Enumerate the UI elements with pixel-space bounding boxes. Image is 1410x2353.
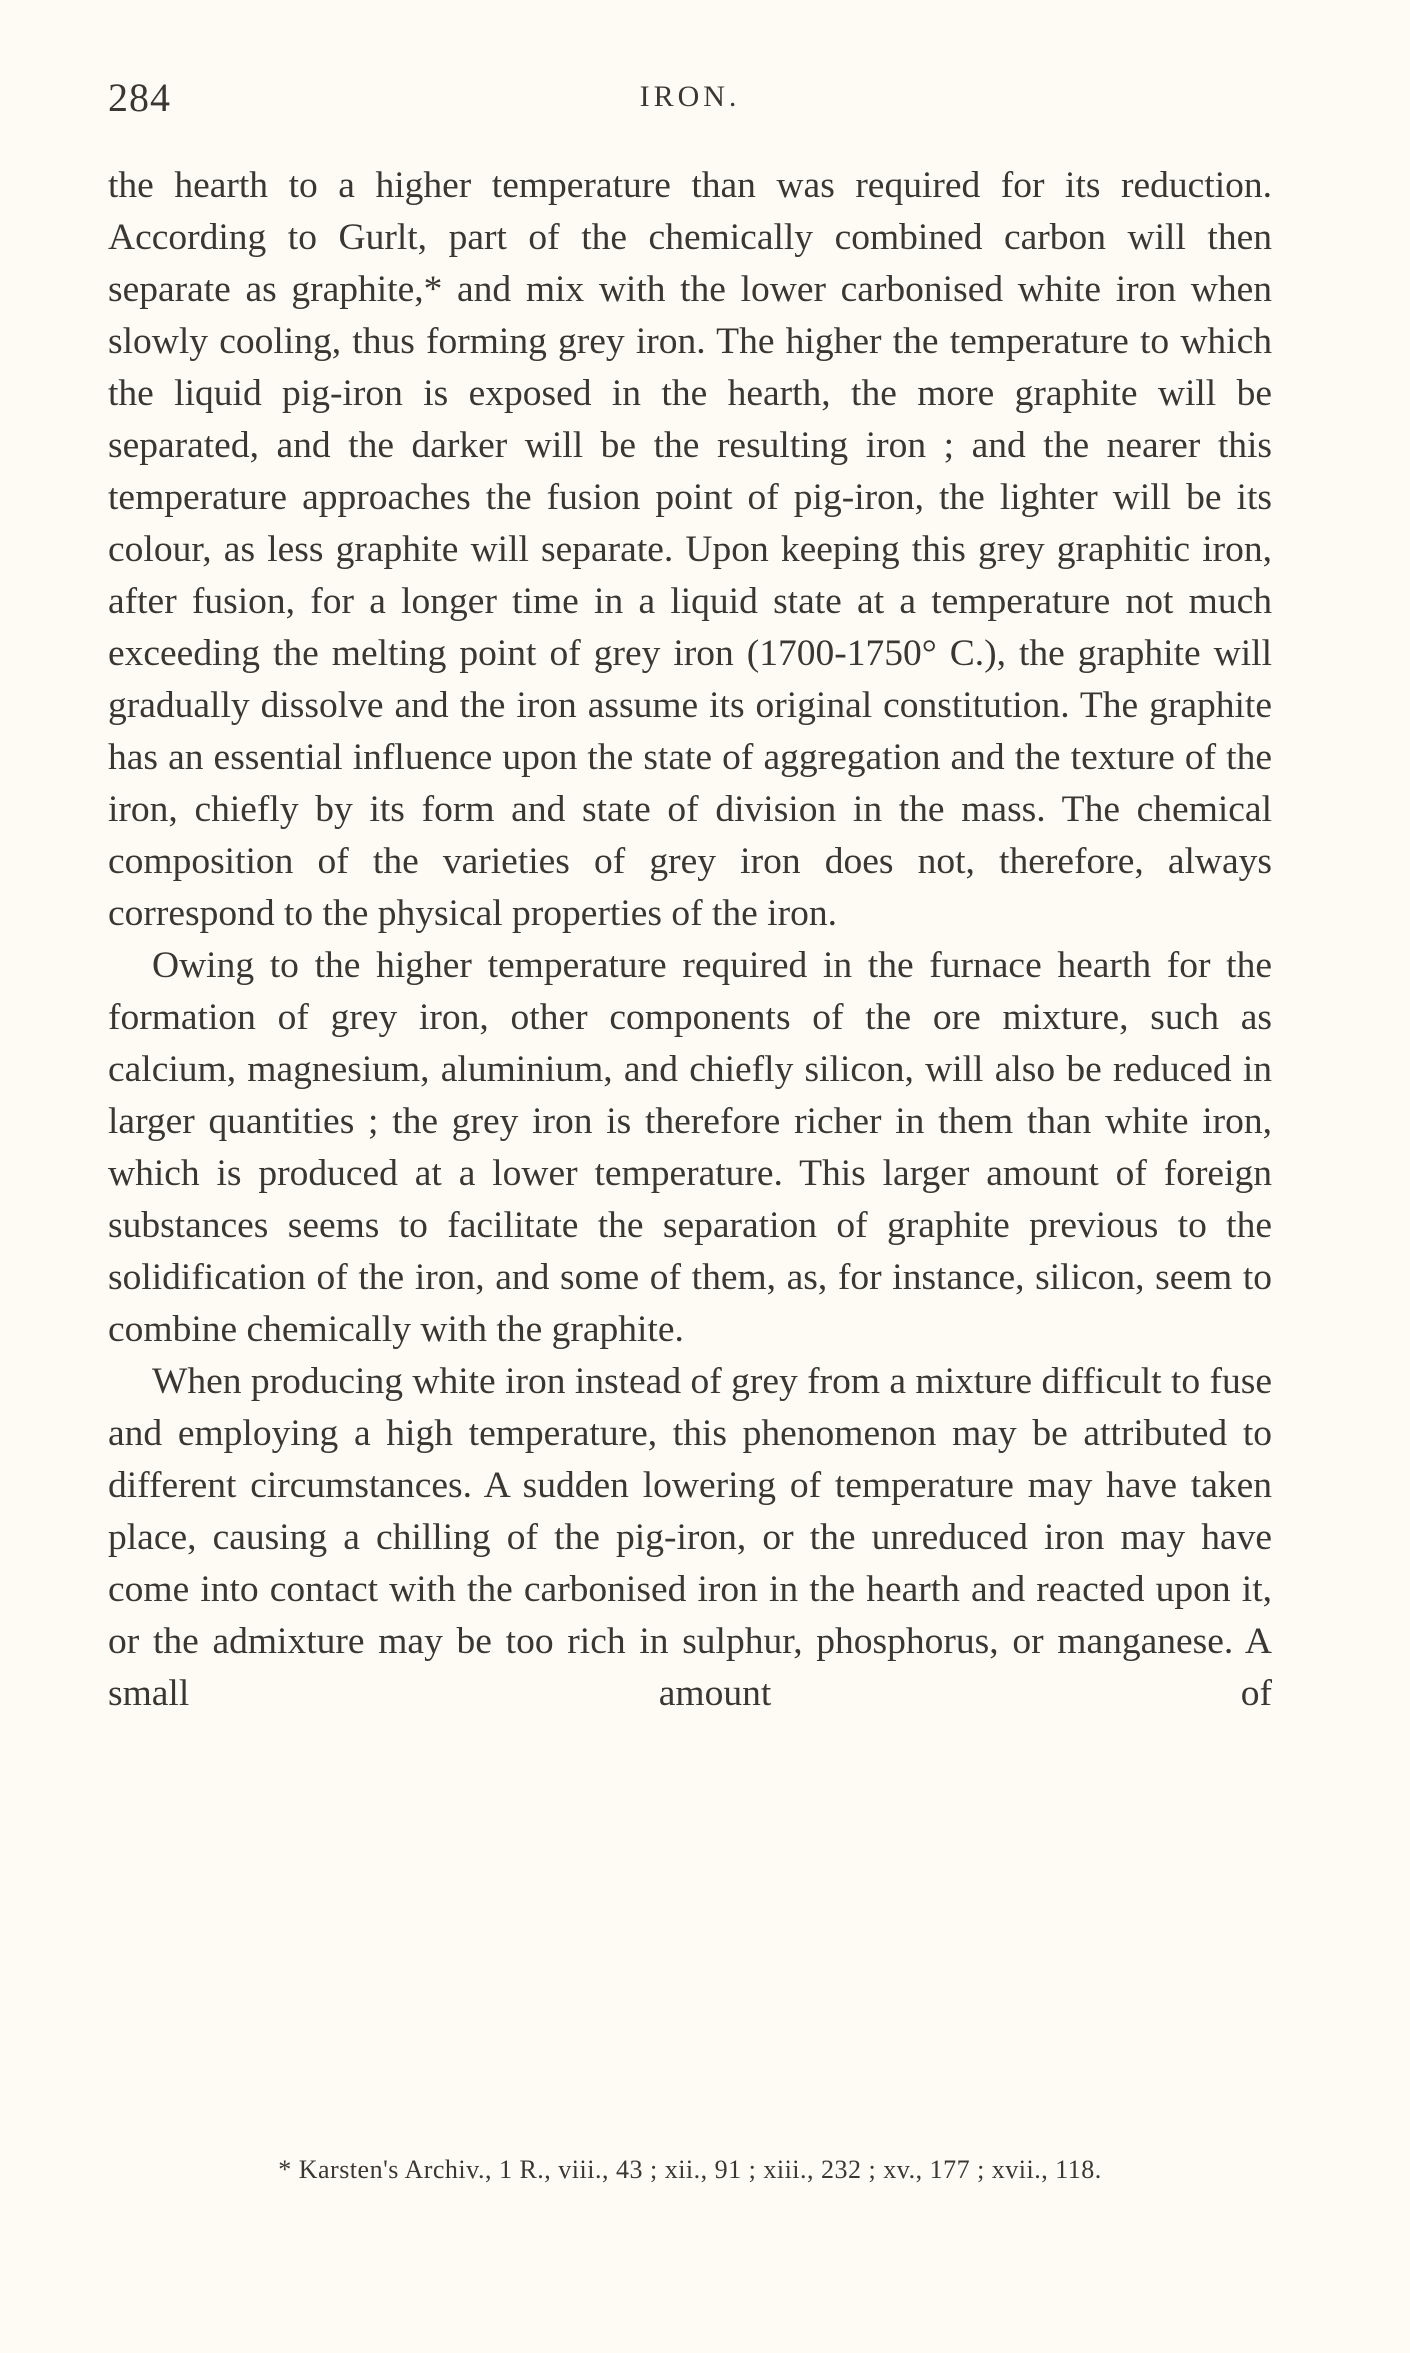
body-text (108, 160, 1272, 1720)
page-number: 284 (108, 75, 171, 120)
paragraph-higher-temperature: Owing to the higher temperature required in the furnace hearth for the formation of grey iron, other components of the ore mixture, such as calcium, magnesium, aluminium, and chiefly silicon, will also be reduced in larger quantities ; the grey iron is therefore richer in them than white iron, which is produced at a lower temperature. This larger amount of foreign substances seems to facilitate the separation of graphite previous to the solidification of the iron, and some of them, as, for instance, silicon, seem to combine chemically with the graphite. (108, 945, 1272, 1350)
paragraph-white-iron: When producing white iron instead of grey from a mixture difficult to fuse and employing a high temperature, this phenomenon may be attributed to different circumstances. A sudden lowering of temperature may have taken place, causing a chilling of the pig-iron, or the unreduced iron may have come into contact with the carbonised iron in the hearth and reacted upon it, or the admixture may be too rich in sulphur, phosphorus, or manganese. A small amount of (108, 1361, 1272, 1714)
running-head: IRON. (639, 80, 741, 113)
footnote: * Karsten's Archiv., 1 R., viii., 43 ; xii., 91 ; xiii., 232 ; xv., 177 ; xvii., 118. (278, 2155, 1102, 2184)
paragraph-graphite-separation: the hearth to a higher temperature than was required for its reduction. According to Gurlt, part of the chemically combined carbon will then separate as graphite,* and mix with the lower carbonised white iron when slowly cooling, thus forming grey iron. The higher the temperature to which the liquid pig-iron is exposed in the hearth, the more graphite will be separated, and the darker will be the resulting iron ; and the nearer this temperature approaches the fusion point of pig-iron, the lighter will be its colour, as less graphite will separate. Upon keeping this grey graphitic iron, after fusion, for a longer time in a liquid state at a temperature not much exceeding the melting point of grey iron (1700-1750° C.), the graphite will gradually dissolve and the iron assume its original constitution. The graphite has an essential influence upon the state of aggregation and the texture of the iron, chiefly by its form and state of division in the mass. The chemical composition of the varieties of grey iron does not, therefore, always correspond to the physical properties of the iron. (108, 165, 1272, 934)
page-header (108, 74, 1272, 134)
